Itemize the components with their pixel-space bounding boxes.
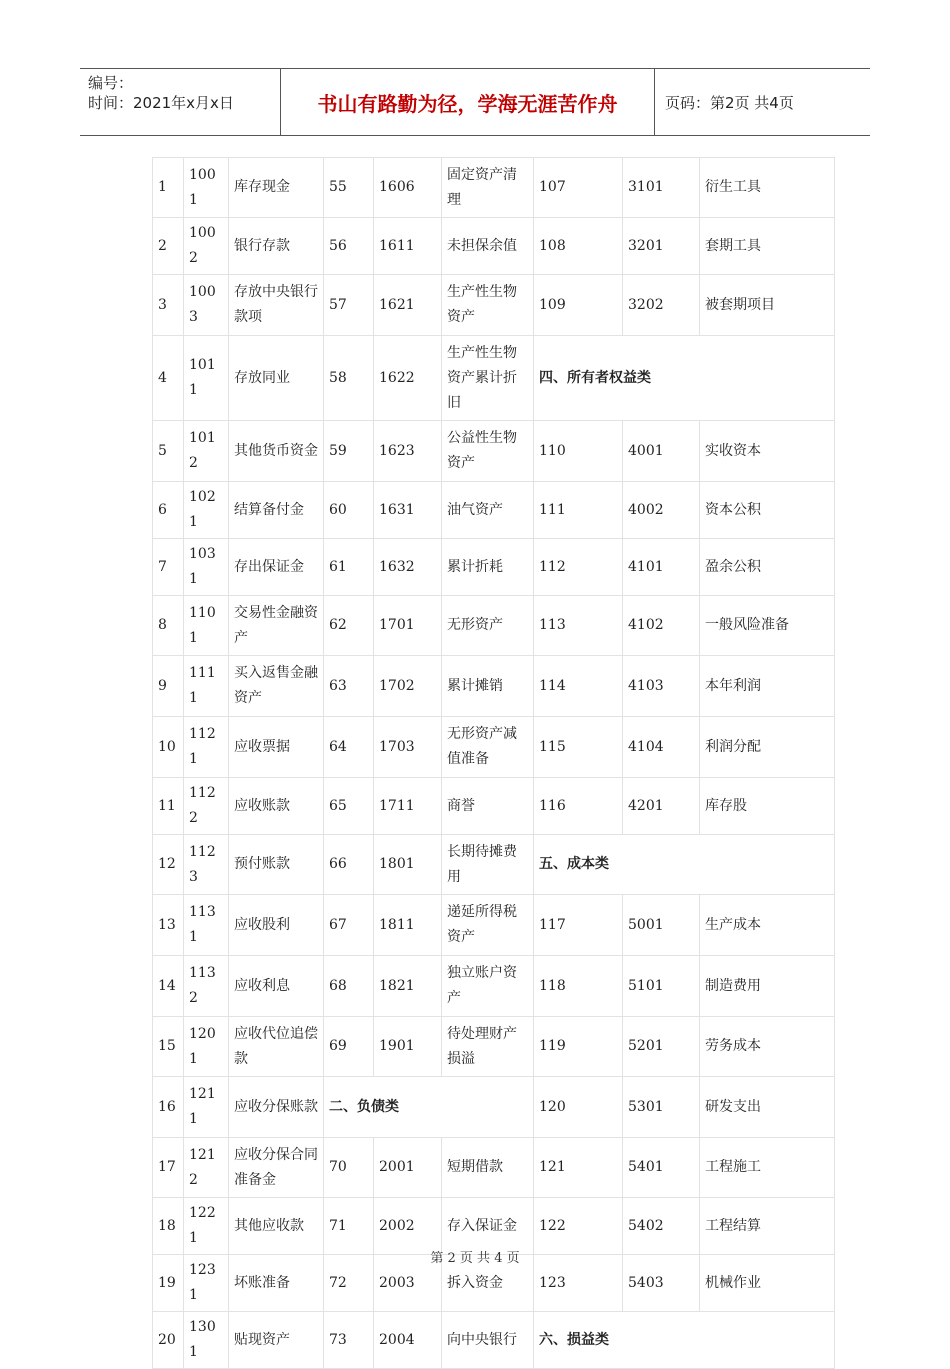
table-row bbox=[153, 835, 835, 895]
row-index: 121 bbox=[534, 1138, 623, 1198]
account-code: 1301 bbox=[184, 1312, 229, 1369]
account-code: 5301 bbox=[623, 1077, 700, 1138]
row-index: 17 bbox=[153, 1138, 184, 1198]
account-name: 库存股 bbox=[700, 778, 835, 835]
account-code: 5402 bbox=[623, 1198, 700, 1255]
account-code: 4001 bbox=[623, 421, 700, 482]
table-row bbox=[153, 1138, 835, 1198]
account-name: 固定资产清理 bbox=[442, 158, 534, 218]
row-index: 13 bbox=[153, 895, 184, 956]
row-index: 57 bbox=[324, 275, 374, 336]
account-name: 应收代位追偿款 bbox=[229, 1017, 324, 1077]
account-name: 银行存款 bbox=[229, 218, 324, 275]
row-index: 109 bbox=[534, 275, 623, 336]
row-index: 118 bbox=[534, 956, 623, 1017]
row-index: 9 bbox=[153, 656, 184, 717]
table-row bbox=[153, 275, 835, 336]
table-row bbox=[153, 336, 835, 421]
section-heading: 六、损益类 bbox=[534, 1312, 835, 1369]
page-footer: 第 2 页 共 4 页 bbox=[430, 1251, 520, 1266]
row-index: 14 bbox=[153, 956, 184, 1017]
row-index: 5 bbox=[153, 421, 184, 482]
row-index: 122 bbox=[534, 1198, 623, 1255]
row-index: 3 bbox=[153, 275, 184, 336]
account-name: 存入保证金 bbox=[442, 1198, 534, 1255]
row-index: 60 bbox=[324, 482, 374, 539]
account-code: 1001 bbox=[184, 158, 229, 218]
row-index: 55 bbox=[324, 158, 374, 218]
row-index: 20 bbox=[153, 1312, 184, 1369]
account-code: 1002 bbox=[184, 218, 229, 275]
account-code: 1231 bbox=[184, 1255, 229, 1312]
row-index: 73 bbox=[324, 1312, 374, 1369]
table-row bbox=[153, 656, 835, 717]
account-name: 套期工具 bbox=[700, 218, 835, 275]
account-name: 生产成本 bbox=[700, 895, 835, 956]
account-name: 资本公积 bbox=[700, 482, 835, 539]
account-name: 公益性生物资产 bbox=[442, 421, 534, 482]
table-row bbox=[153, 158, 835, 218]
account-code: 1221 bbox=[184, 1198, 229, 1255]
account-name: 短期借款 bbox=[442, 1138, 534, 1198]
account-name: 累计摊销 bbox=[442, 656, 534, 717]
account-code: 4102 bbox=[623, 596, 700, 656]
row-index: 113 bbox=[534, 596, 623, 656]
doc-number-label: 编号： bbox=[88, 74, 134, 92]
account-name: 应收分保合同准备金 bbox=[229, 1138, 324, 1198]
account-code: 1003 bbox=[184, 275, 229, 336]
account-code: 1131 bbox=[184, 895, 229, 956]
account-code: 3202 bbox=[623, 275, 700, 336]
account-code: 1711 bbox=[374, 778, 442, 835]
row-index: 111 bbox=[534, 482, 623, 539]
row-index: 12 bbox=[153, 835, 184, 895]
account-code: 1123 bbox=[184, 835, 229, 895]
account-name: 制造费用 bbox=[700, 956, 835, 1017]
account-name: 应收票据 bbox=[229, 717, 324, 778]
row-index: 11 bbox=[153, 778, 184, 835]
account-code: 1703 bbox=[374, 717, 442, 778]
row-index: 65 bbox=[324, 778, 374, 835]
account-code: 1811 bbox=[374, 895, 442, 956]
row-index: 117 bbox=[534, 895, 623, 956]
row-index: 15 bbox=[153, 1017, 184, 1077]
account-code: 1031 bbox=[184, 539, 229, 596]
row-index: 119 bbox=[534, 1017, 623, 1077]
row-index: 71 bbox=[324, 1198, 374, 1255]
account-code: 3201 bbox=[623, 218, 700, 275]
account-code: 5001 bbox=[623, 895, 700, 956]
account-name: 长期待摊费用 bbox=[442, 835, 534, 895]
row-index: 68 bbox=[324, 956, 374, 1017]
account-name: 无形资产减值准备 bbox=[442, 717, 534, 778]
row-index: 112 bbox=[534, 539, 623, 596]
account-name: 劳务成本 bbox=[700, 1017, 835, 1077]
account-code: 2001 bbox=[374, 1138, 442, 1198]
account-code: 2004 bbox=[374, 1312, 442, 1369]
account-code: 4104 bbox=[623, 717, 700, 778]
row-index: 116 bbox=[534, 778, 623, 835]
account-name: 应收分保账款 bbox=[229, 1077, 324, 1138]
account-name: 利润分配 bbox=[700, 717, 835, 778]
account-code: 1101 bbox=[184, 596, 229, 656]
row-index: 66 bbox=[324, 835, 374, 895]
account-code: 5201 bbox=[623, 1017, 700, 1077]
account-name: 生产性生物资产 bbox=[442, 275, 534, 336]
table-row bbox=[153, 482, 835, 539]
doc-time-label: 时间：2021年x月x日 bbox=[88, 94, 234, 112]
row-index: 107 bbox=[534, 158, 623, 218]
account-code: 5403 bbox=[623, 1255, 700, 1312]
header-page-info: 页码：第2页 共4页 bbox=[665, 93, 794, 112]
table-row bbox=[153, 1312, 835, 1369]
account-name: 贴现资产 bbox=[229, 1312, 324, 1369]
account-code: 1632 bbox=[374, 539, 442, 596]
account-code: 1611 bbox=[374, 218, 442, 275]
account-code: 2002 bbox=[374, 1198, 442, 1255]
account-code: 1621 bbox=[374, 275, 442, 336]
row-index: 61 bbox=[324, 539, 374, 596]
row-index: 114 bbox=[534, 656, 623, 717]
header-meta bbox=[80, 69, 281, 135]
account-name: 应收账款 bbox=[229, 778, 324, 835]
section-heading: 四、所有者权益类 bbox=[534, 336, 835, 421]
row-index: 1 bbox=[153, 158, 184, 218]
account-name: 向中央银行 bbox=[442, 1312, 534, 1369]
account-code: 5401 bbox=[623, 1138, 700, 1198]
row-index: 110 bbox=[534, 421, 623, 482]
table-row bbox=[153, 895, 835, 956]
account-name: 商誉 bbox=[442, 778, 534, 835]
account-name: 递延所得税资产 bbox=[442, 895, 534, 956]
account-name: 机械作业 bbox=[700, 1255, 835, 1312]
account-name: 生产性生物资产累计折旧 bbox=[442, 336, 534, 421]
account-name: 工程施工 bbox=[700, 1138, 835, 1198]
account-code: 1701 bbox=[374, 596, 442, 656]
account-code: 4201 bbox=[623, 778, 700, 835]
section-heading: 五、成本类 bbox=[534, 835, 835, 895]
account-name: 本年利润 bbox=[700, 656, 835, 717]
account-code: 1623 bbox=[374, 421, 442, 482]
account-name: 研发支出 bbox=[700, 1077, 835, 1138]
table-row bbox=[153, 539, 835, 596]
account-code: 1631 bbox=[374, 482, 442, 539]
account-code: 3101 bbox=[623, 158, 700, 218]
account-code: 2003 bbox=[374, 1255, 442, 1312]
row-index: 123 bbox=[534, 1255, 623, 1312]
account-code: 4002 bbox=[623, 482, 700, 539]
account-name: 坏账准备 bbox=[229, 1255, 324, 1312]
accounts-table-body bbox=[153, 158, 835, 1369]
account-name: 库存现金 bbox=[229, 158, 324, 218]
row-index: 120 bbox=[534, 1077, 623, 1138]
account-code: 1021 bbox=[184, 482, 229, 539]
account-code: 1606 bbox=[374, 158, 442, 218]
account-name: 衍生工具 bbox=[700, 158, 835, 218]
account-name: 存放中央银行款项 bbox=[229, 275, 324, 336]
table-row bbox=[153, 1198, 835, 1255]
account-name: 其他应收款 bbox=[229, 1198, 324, 1255]
account-code: 1901 bbox=[374, 1017, 442, 1077]
header-motto: 书山有路勤为径，学海无涯苦作舟 bbox=[281, 69, 655, 135]
account-code: 1212 bbox=[184, 1138, 229, 1198]
account-name: 未担保余值 bbox=[442, 218, 534, 275]
account-name: 一般风险准备 bbox=[700, 596, 835, 656]
page-header bbox=[80, 68, 870, 136]
account-code: 1201 bbox=[184, 1017, 229, 1077]
account-code: 1211 bbox=[184, 1077, 229, 1138]
account-name: 预付账款 bbox=[229, 835, 324, 895]
account-code: 4101 bbox=[623, 539, 700, 596]
section-heading: 二、负债类 bbox=[324, 1077, 534, 1138]
row-index: 58 bbox=[324, 336, 374, 421]
account-code: 4103 bbox=[623, 656, 700, 717]
account-code: 1132 bbox=[184, 956, 229, 1017]
row-index: 70 bbox=[324, 1138, 374, 1198]
account-code: 1012 bbox=[184, 421, 229, 482]
table-row bbox=[153, 1077, 835, 1138]
account-code: 1011 bbox=[184, 336, 229, 421]
table-row bbox=[153, 421, 835, 482]
account-name: 买入返售金融资产 bbox=[229, 656, 324, 717]
row-index: 59 bbox=[324, 421, 374, 482]
row-index: 19 bbox=[153, 1255, 184, 1312]
account-code: 1622 bbox=[374, 336, 442, 421]
row-index: 10 bbox=[153, 717, 184, 778]
account-name: 工程结算 bbox=[700, 1198, 835, 1255]
account-name: 应收利息 bbox=[229, 956, 324, 1017]
account-code: 5101 bbox=[623, 956, 700, 1017]
account-name: 实收资本 bbox=[700, 421, 835, 482]
row-index: 69 bbox=[324, 1017, 374, 1077]
account-name: 累计折耗 bbox=[442, 539, 534, 596]
table-row bbox=[153, 596, 835, 656]
account-name: 存出保证金 bbox=[229, 539, 324, 596]
row-index: 115 bbox=[534, 717, 623, 778]
row-index: 2 bbox=[153, 218, 184, 275]
row-index: 62 bbox=[324, 596, 374, 656]
account-name: 拆入资金 bbox=[442, 1255, 534, 1312]
account-code: 1121 bbox=[184, 717, 229, 778]
table-row bbox=[153, 956, 835, 1017]
account-code: 1702 bbox=[374, 656, 442, 717]
account-name: 油气资产 bbox=[442, 482, 534, 539]
table-row bbox=[153, 218, 835, 275]
table-row bbox=[153, 778, 835, 835]
account-name: 被套期项目 bbox=[700, 275, 835, 336]
row-index: 6 bbox=[153, 482, 184, 539]
account-name: 应收股利 bbox=[229, 895, 324, 956]
row-index: 108 bbox=[534, 218, 623, 275]
account-name: 独立账户资产 bbox=[442, 956, 534, 1017]
row-index: 7 bbox=[153, 539, 184, 596]
row-index: 67 bbox=[324, 895, 374, 956]
table-row bbox=[153, 1017, 835, 1077]
account-code: 1122 bbox=[184, 778, 229, 835]
row-index: 63 bbox=[324, 656, 374, 717]
account-name: 盈余公积 bbox=[700, 539, 835, 596]
account-code: 1111 bbox=[184, 656, 229, 717]
account-name: 存放同业 bbox=[229, 336, 324, 421]
row-index: 64 bbox=[324, 717, 374, 778]
account-name: 其他货币资金 bbox=[229, 421, 324, 482]
account-code: 1801 bbox=[374, 835, 442, 895]
row-index: 72 bbox=[324, 1255, 374, 1312]
row-index: 4 bbox=[153, 336, 184, 421]
row-index: 16 bbox=[153, 1077, 184, 1138]
account-name: 待处理财产损溢 bbox=[442, 1017, 534, 1077]
account-code: 1821 bbox=[374, 956, 442, 1017]
account-name: 结算备付金 bbox=[229, 482, 324, 539]
account-name: 交易性金融资产 bbox=[229, 596, 324, 656]
table-row bbox=[153, 717, 835, 778]
account-name: 无形资产 bbox=[442, 596, 534, 656]
row-index: 8 bbox=[153, 596, 184, 656]
row-index: 56 bbox=[324, 218, 374, 275]
row-index: 18 bbox=[153, 1198, 184, 1255]
accounts-table bbox=[152, 157, 835, 1369]
